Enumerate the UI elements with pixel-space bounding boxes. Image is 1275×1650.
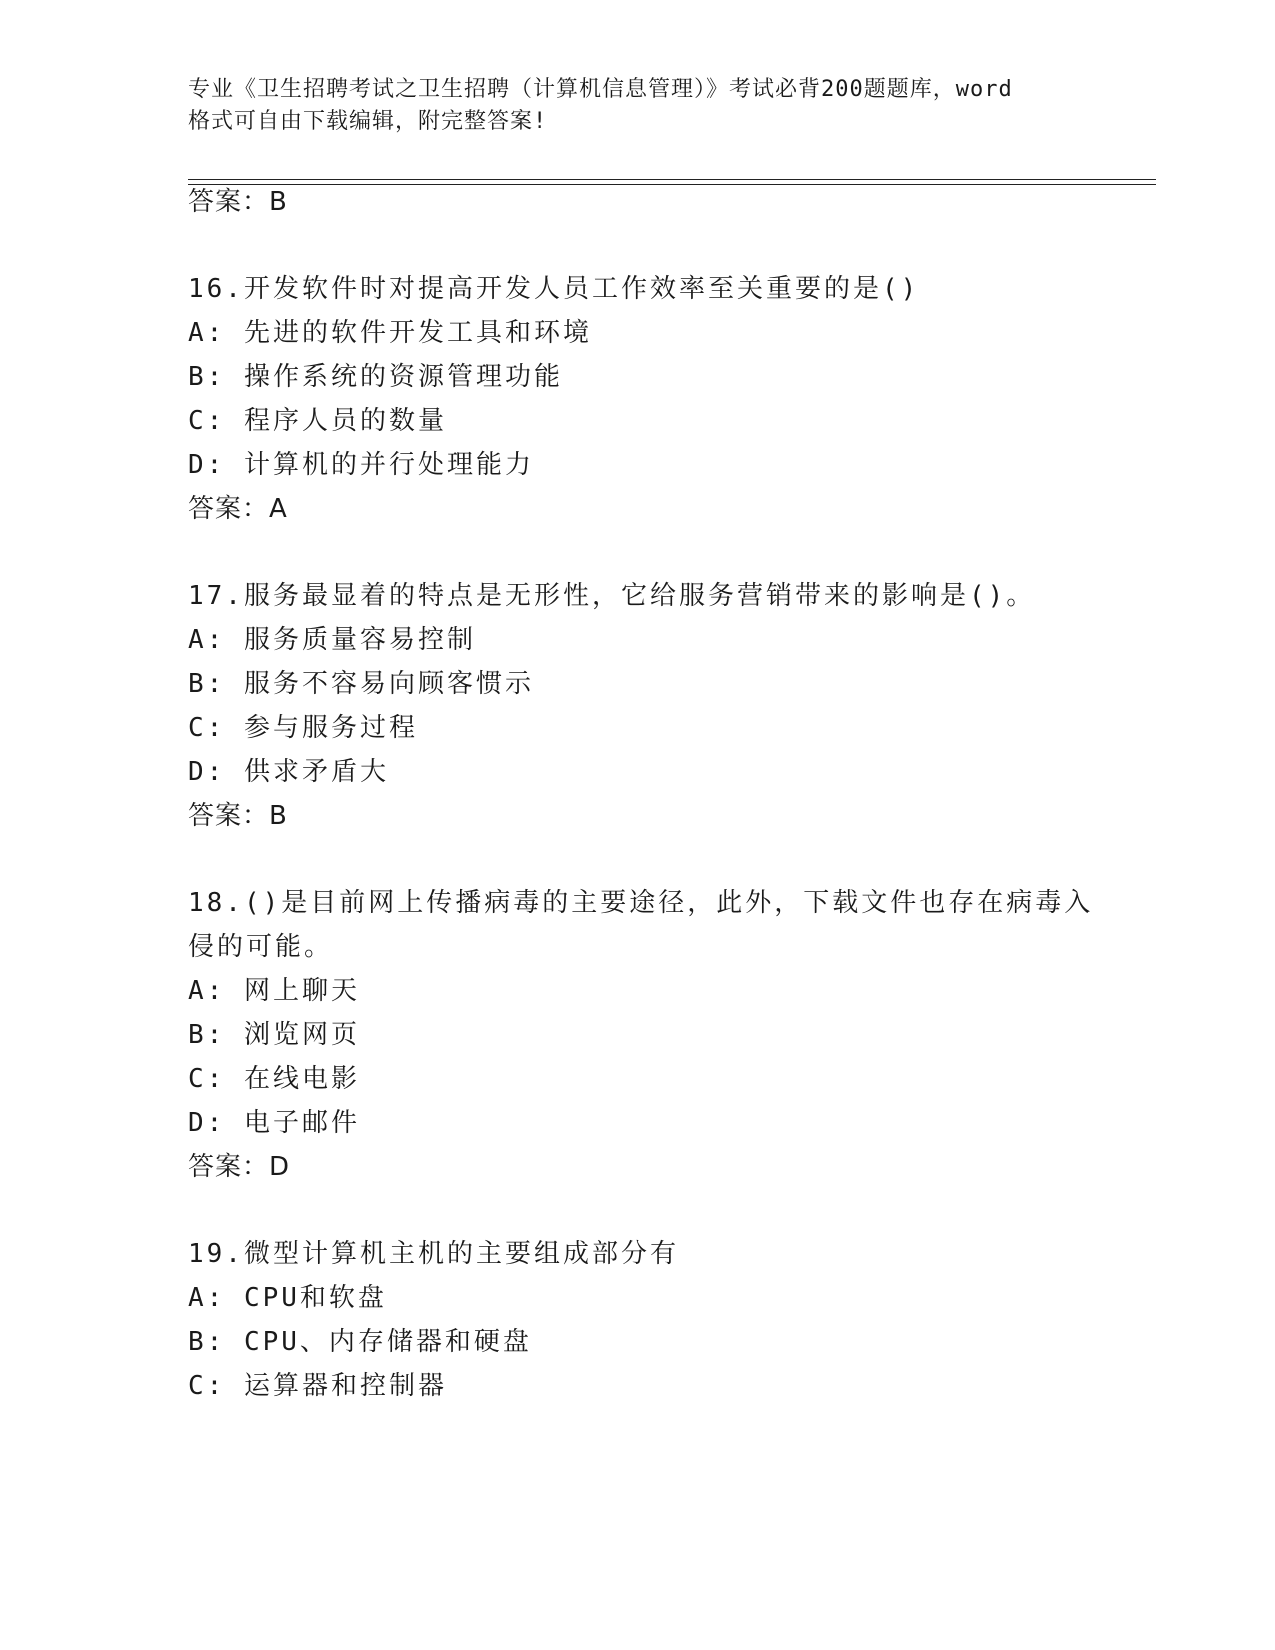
- question-18-option-a: A: 网上聊天: [188, 976, 360, 1006]
- question-19-stem: 19.微型计算机主机的主要组成部分有: [188, 1239, 679, 1269]
- question-16-answer: 答案：A: [188, 494, 288, 524]
- question-19-option-a: A: CPU和软盘: [188, 1283, 387, 1313]
- question-18-stem-line-2: 侵的可能。: [188, 932, 334, 962]
- document-header: [188, 74, 1088, 138]
- question-17-option-d: D: 供求矛盾大: [188, 757, 389, 787]
- question-16-option-b: B: 操作系统的资源管理功能: [188, 362, 563, 392]
- answer-15: 答案：B: [188, 187, 288, 217]
- question-18-option-d: D: 电子邮件: [188, 1108, 360, 1138]
- header-line-2: 格式可自由下载编辑，附完整答案!: [188, 109, 548, 134]
- question-16-option-d: D: 计算机的并行处理能力: [188, 450, 534, 480]
- question-17-option-a: A: 服务质量容易控制: [188, 625, 476, 655]
- question-16-stem: 16.开发软件时对提高开发人员工作效率至关重要的是(): [188, 274, 920, 304]
- question-17-option-b: B: 服务不容易向顾客惯示: [188, 669, 534, 699]
- question-18-stem-line-1: 18.()是目前网上传播病毒的主要途径，此外，下载文件也存在病毒入: [188, 888, 1094, 918]
- header-divider-top: [188, 179, 1156, 180]
- question-18-answer: 答案：D: [188, 1152, 291, 1182]
- question-19-option-b: B: CPU、内存储器和硬盘: [188, 1327, 532, 1357]
- question-16-option-c: C: 程序人员的数量: [188, 406, 447, 436]
- question-19-option-c: C: 运算器和控制器: [188, 1371, 447, 1401]
- question-16-option-a: A: 先进的软件开发工具和环境: [188, 318, 592, 348]
- question-17-stem: 17.服务最显着的特点是无形性，它给服务营销带来的影响是()。: [188, 581, 1036, 611]
- question-18-option-c: C: 在线电影: [188, 1064, 360, 1094]
- question-17-option-c: C: 参与服务过程: [188, 713, 418, 743]
- header-line-1: 专业《卫生招聘考试之卫生招聘（计算机信息管理）》考试必背200题题库，word: [188, 77, 1013, 102]
- question-18-option-b: B: 浏览网页: [188, 1020, 360, 1050]
- question-17-answer: 答案：B: [188, 801, 288, 831]
- header-divider-bottom: [188, 184, 1156, 185]
